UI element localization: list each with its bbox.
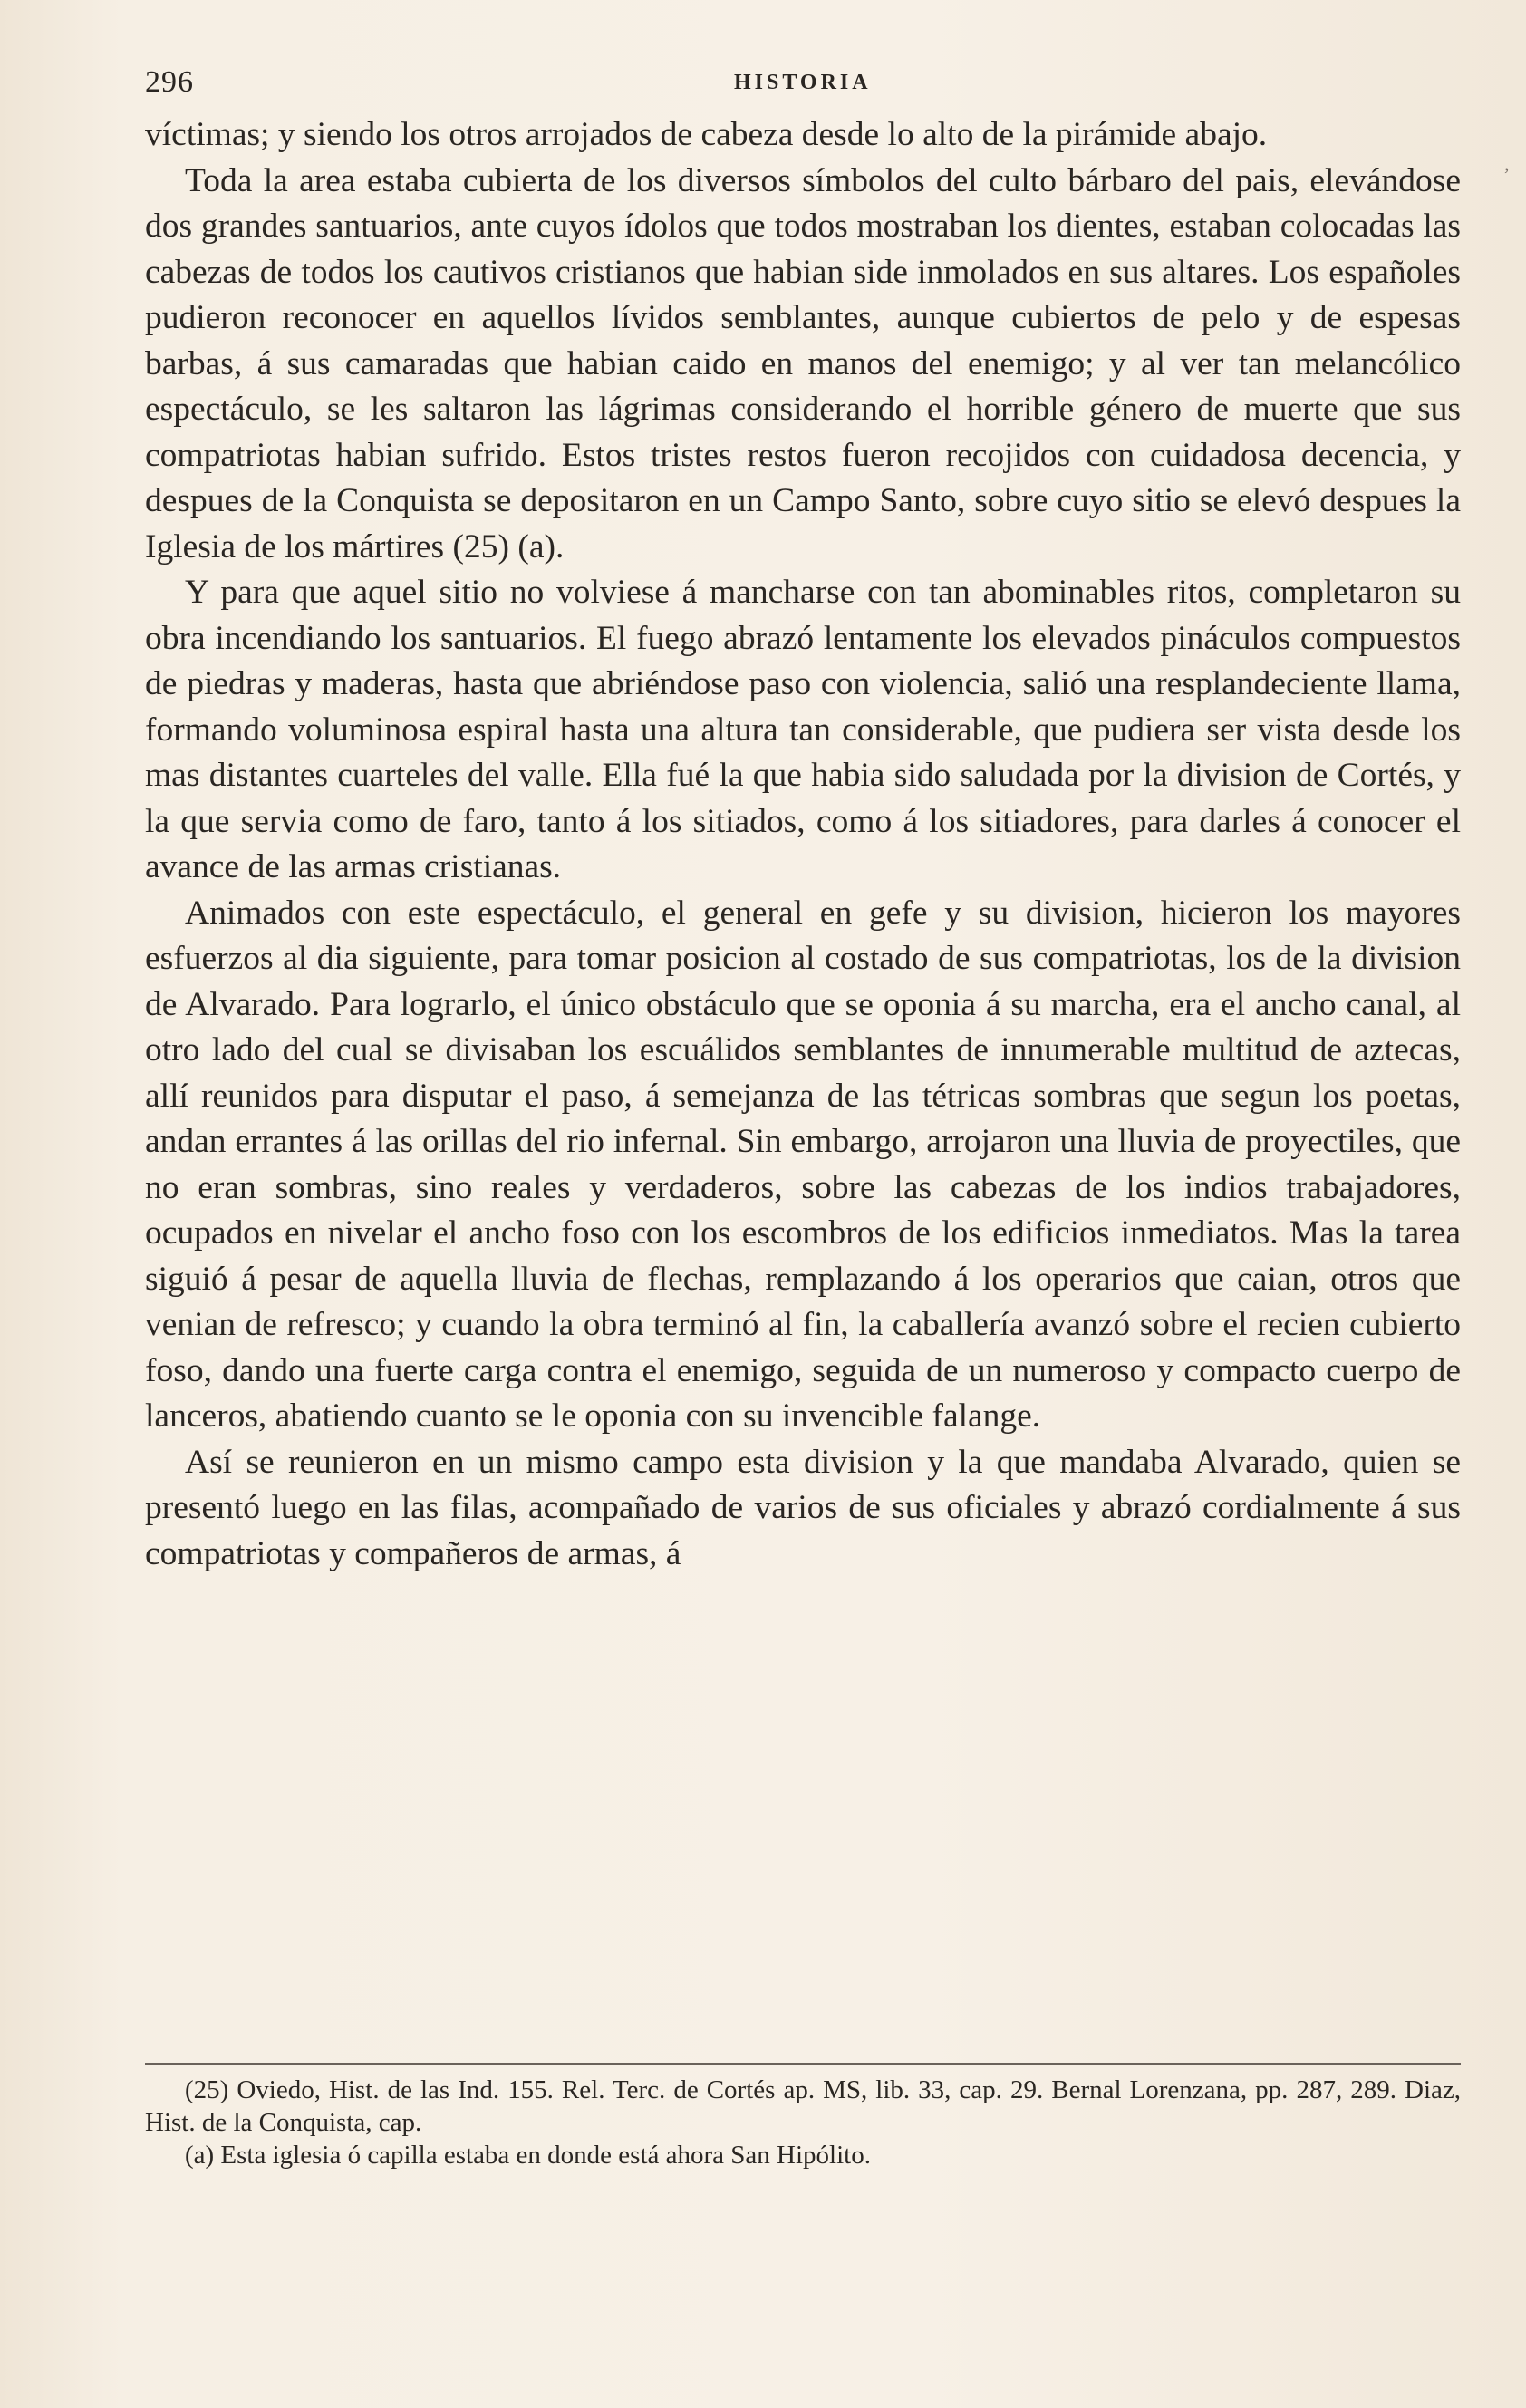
margin-mark: , — [1504, 152, 1510, 175]
footnotes — [145, 2074, 1461, 2171]
paragraph: Y para que aquel sitio no volviese á mancharse con tan abominables ritos, completaron su obra incendiando los santuarios. El fuego abrazó lentamente los elevados pináculos compuestos de piedras y maderas, hasta que abriéndose paso con violencia, salió una resplandeciente llama, formando voluminosa espiral hasta una altura tan considerable, que pudiera ser vista desde los mas distantes cuarteles del valle. Ella fué la que habia sido saludada por la division de Cortés, y la que servia como de faro, tanto á los sitiados, como á los sitiadores, para darles á conocer el avance de las armas cristianas. — [145, 574, 1461, 885]
running-title: HISTORIA — [734, 71, 872, 94]
footnote: (25) Oviedo, Hist. de las Ind. 155. Rel. Terc. de Cortés ap. MS, lib. 33, cap. 29. Bernal Lorenzana, pp. 287, 289. Diaz, Hist. de la Conquista, cap. — [145, 2075, 1461, 2137]
paragraph: Animados con este espectáculo, el general en gefe y su division, hicieron los mayores esfuerzos al dia siguiente, para tomar posicion al costado de sus compatriotas, los de la division de Alvarado. Para lograrlo, el único obstáculo que se oponia á su marcha, era el ancho canal, al otro lado del cual se divisaban los escuálidos semblantes de innumerable multitud de aztecas, allí reunidos para disputar el paso, á semejanza de las tétricas sombras que segun los poetas, andan errantes á las orillas del rio infernal. Sin embargo, arrojaron una lluvia de proyectiles, que no eran sombras, sino reales y verdaderos, sobre las cabezas de los indios trabajadores, ocupados en nivelar el ancho foso con los escombros de los edificios inmediatos. Mas la tarea siguió á pesar de aquella lluvia de flechas, remplazando á los operarios que caian, otros que venian de refresco; y cuando la obra terminó al fin, la caballería avanzó sobre el recien cubierto foso, dando una fuerte carga contra el enemigo, seguida de un numeroso y compacto cuerpo de lanceros, abatiendo cuanto se le oponia con su invencible falange. — [145, 894, 1461, 1435]
paragraph: Así se reunieron en un mismo campo esta division y la que mandaba Alvarado, quien se presentó luego en las filas, acompañado de varios de sus oficiales y abrazó cordialmente á sus compatriotas y compañeros de armas, á — [145, 1443, 1461, 1572]
body-text — [145, 112, 1461, 1577]
footnote: (a) Esta iglesia ó capilla estaba en donde está ahora San Hipólito. — [185, 2141, 871, 2170]
paragraph: Toda la area estaba cubierta de los diversos símbolos del culto bárbaro del pais, elevándose dos grandes santuarios, ante cuyos ídolos que todos mostraban los dientes, estaban colocadas las cabezas de todos los cautivos cristianos que habian side inmolados en sus altares. Los españoles pudieron reconocer en aquellos lívidos semblantes, aunque cubiertos de pelo y de espesas barbas, á sus camaradas que habian caido en manos del enemigo; y al ver tan melancólico espectáculo, se les saltaron las lágrimas considerando el horrible género de muerte que sus compatriotas habian sufrido. Estos tristes restos fueron recojidos con cuidadosa decencia, y despues de la Conquista se depositaron en un Campo Santo, sobre cuyo sitio se elevó despues la Iglesia de los mártires (25) (a). — [145, 161, 1461, 566]
footnote-rule — [145, 2063, 1461, 2065]
page-header — [145, 65, 1450, 111]
paragraph-continuation: víctimas; y siendo los otros arrojados de cabeza desde lo alto de la pirámide abajo. — [145, 116, 1268, 153]
page-number: 296 — [145, 65, 194, 99]
